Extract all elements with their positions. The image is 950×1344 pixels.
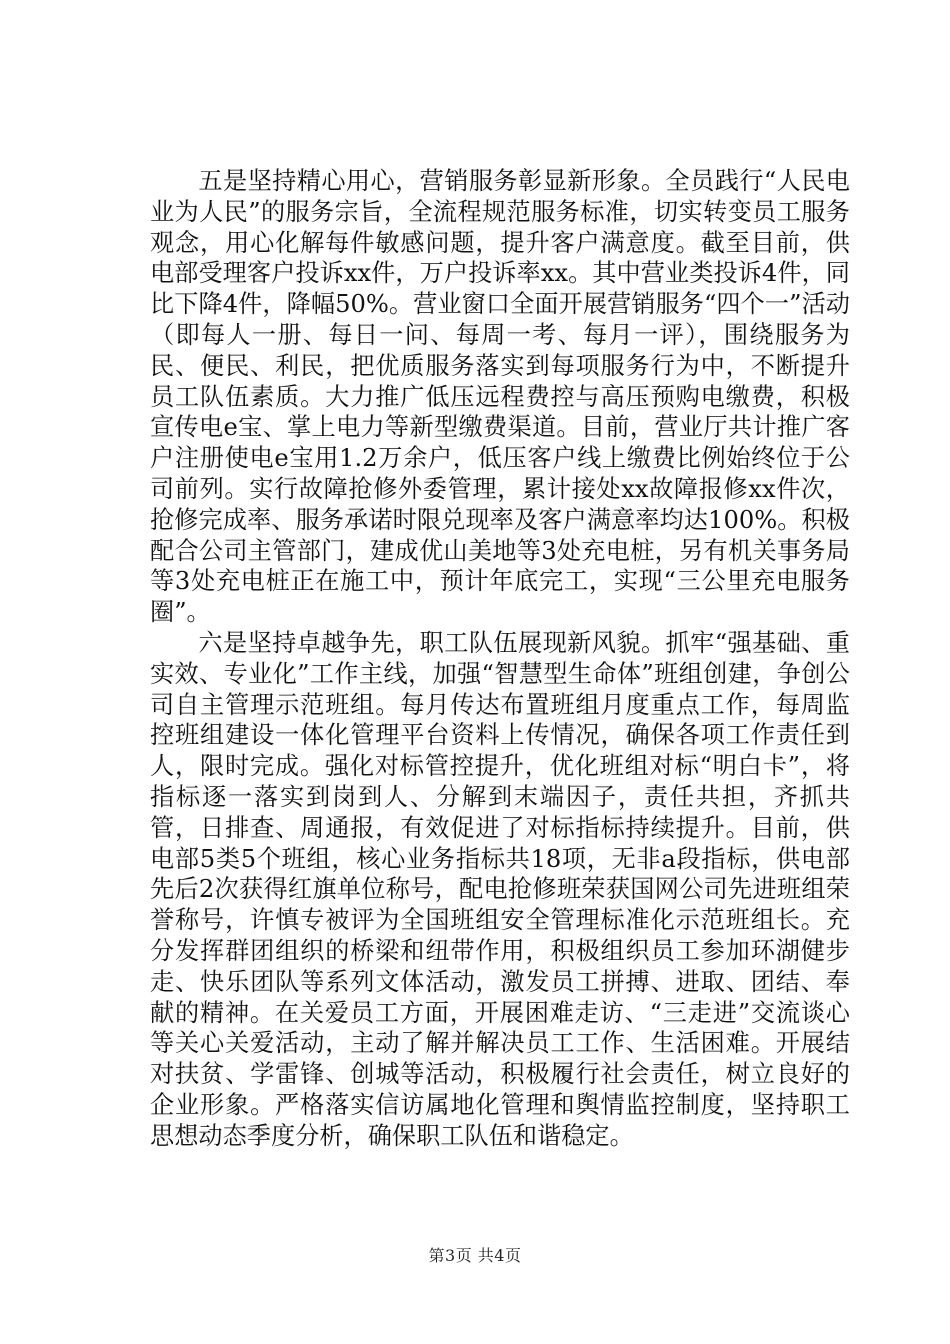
paragraph-six: 六是坚持卓越争先，职工队伍展现新风貌。抓牢“强基础、重实效、专业化”工作主线，加强“智慧型生命体”班组创建，争创公司自主管理示范班组。每月传达布置班组月度重点工作，每周监控班组建设一体化管理平台资料上传情况，确保各项工作责任到人，限时完成。强化对标管控提升，优化班组对标“明白卡”，将指标逐一落实到岗到人、分解到末端因子，责任共担，齐抓共管，日排查、周通报，有效促进了对标指标持续提升。目前，供电部5类5个班组，核心业务指标共18项，无非a段指标，供电部先后2次获得红旗单位称号，配电抢修班荣获国网公司先进班组荣誉称号，许慎专被评为全国班组安全管理标准化示范班组长。充分发挥群团组织的桥梁和纽带作用，积极组织员工参加环湖健步走、快乐团队等系列文体活动，激发员工拼搏、进取、团结、奉献的精神。在关爱员工方面，开展困难走访、“三走进”交流谈心等关心关爱活动，主动了解并解决员工工作、生活困难。开展结对扶贫、学雷锋、创城等活动，积极履行社会责任，树立良好的企业形象。严格落实信访属地化管理和舆情监控制度，坚持职工思想动态季度分析，确保职工队伍和谐稳定。 (150, 628, 850, 1150)
paragraph-five: 五是坚持精心用心，营销服务彰显新形象。全员践行“人民电业为人民”的服务宗旨，全流程规范服务标准，切实转变员工服务观念，用心化解每件敏感问题，提升客户满意度。截至目前，供电部受理客户投诉xx件，万户投诉率xx。其中营业类投诉4件，同比下降4件，降幅50%。营业窗口全面开展营销服务“四个一”活动（即每人一册、每日一问、每周一考、每月一评），围绕服务为民、便民、利民，把优质服务落实到每项服务行为中，不断提升员工队伍素质。大力推广低压远程费控与高压预购电缴费，积极宣传电e宝、掌上电力等新型缴费渠道。目前，营业厅共计推广客户注册使电e宝用1.2万余户，低压客户线上缴费比例始终位于公司前列。实行故障抢修外委管理，累计接处xx故障报修xx件次，抢修完成率、服务承诺时限兑现率及客户满意率均达100%。积极配合公司主管部门，建成优山美地等3处充电桩，另有机关事务局等3处充电桩正在施工中，预计年底完工，实现“三公里充电服务圈”。 (150, 167, 850, 627)
document-body (150, 166, 850, 1152)
page-number-footer: 第3页 共4页 (428, 1246, 522, 1265)
